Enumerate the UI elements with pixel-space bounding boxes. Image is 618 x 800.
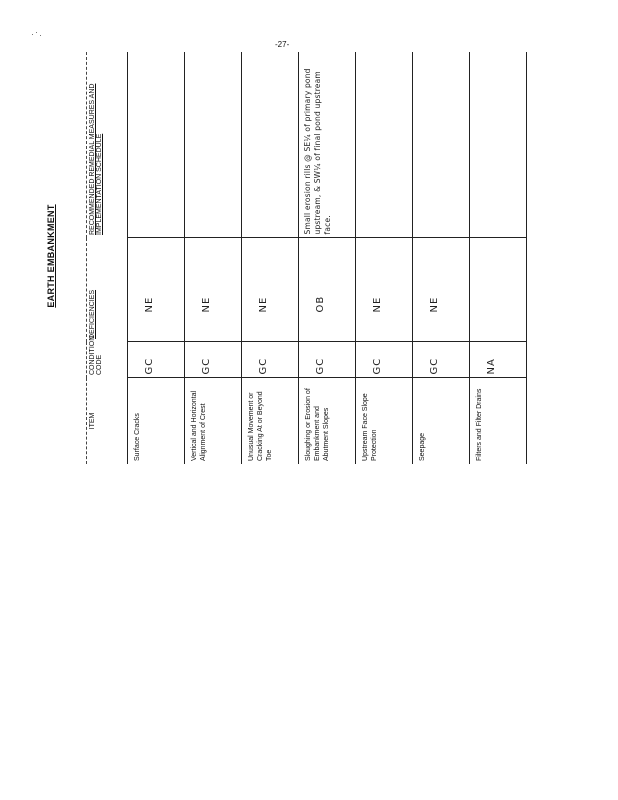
item-cell: Upstream Face Slope Protection bbox=[356, 378, 413, 464]
recommendation-cell bbox=[185, 52, 242, 238]
table-header-row bbox=[87, 52, 128, 464]
item-cell: Vertical and Horizontal Alignment of Crest bbox=[185, 378, 242, 464]
header-recommended: RECOMMENDED REMEDIAL MEASURES AND IMPLEMENTATION SCHEDULE bbox=[87, 52, 128, 238]
condition-code-cell: GC bbox=[185, 342, 242, 378]
page-number: -27- bbox=[275, 40, 290, 49]
recommendation-cell: Small erosion rills @ SE¼ of primary pond upstream, & SW¼ of final pond upstream face. bbox=[299, 52, 356, 238]
header-deficiencies: DEFICIENCIES bbox=[87, 238, 128, 342]
item-cell: Unusual Movement or Cracking At or Beyond Toe bbox=[242, 378, 299, 464]
item-cell: Sloughing or Erosion of Embankment and Abutment Slopes bbox=[299, 378, 356, 464]
header-condition-code: CONDITION CODE bbox=[87, 342, 128, 378]
table-row bbox=[128, 52, 185, 464]
scan-speck bbox=[30, 30, 44, 38]
condition-code-cell: GC bbox=[128, 342, 185, 378]
table-row bbox=[242, 52, 299, 464]
condition-code-cell: GC bbox=[242, 342, 299, 378]
deficiencies-cell: NE bbox=[356, 238, 413, 342]
item-cell: Filters and Filter Drains bbox=[470, 378, 527, 464]
deficiencies-cell: NE bbox=[128, 238, 185, 342]
table-row bbox=[299, 52, 356, 464]
table-row bbox=[356, 52, 413, 464]
recommendation-cell bbox=[413, 52, 470, 238]
page-title: EARTH EMBANKMENT bbox=[46, 204, 56, 308]
deficiencies-cell: NE bbox=[242, 238, 299, 342]
recommendation-cell bbox=[128, 52, 185, 238]
deficiencies-cell: NE bbox=[185, 238, 242, 342]
recommendation-cell bbox=[242, 52, 299, 238]
deficiencies-cell: NE bbox=[413, 238, 470, 342]
table-row bbox=[185, 52, 242, 464]
assessment-table bbox=[86, 52, 527, 464]
header-item: ITEM bbox=[87, 378, 128, 464]
rotated-page bbox=[40, 40, 520, 466]
deficiencies-cell: OB bbox=[299, 238, 356, 342]
item-cell: Surface Cracks bbox=[128, 378, 185, 464]
table-row bbox=[470, 52, 527, 464]
recommendation-cell bbox=[356, 52, 413, 238]
condition-code-cell: GC bbox=[356, 342, 413, 378]
deficiencies-cell bbox=[470, 238, 527, 342]
condition-code-cell: NA bbox=[470, 342, 527, 378]
condition-code-cell: GC bbox=[413, 342, 470, 378]
table-row bbox=[413, 52, 470, 464]
item-cell: Seepage bbox=[413, 378, 470, 464]
condition-code-cell: GC bbox=[299, 342, 356, 378]
recommendation-cell bbox=[470, 52, 527, 238]
